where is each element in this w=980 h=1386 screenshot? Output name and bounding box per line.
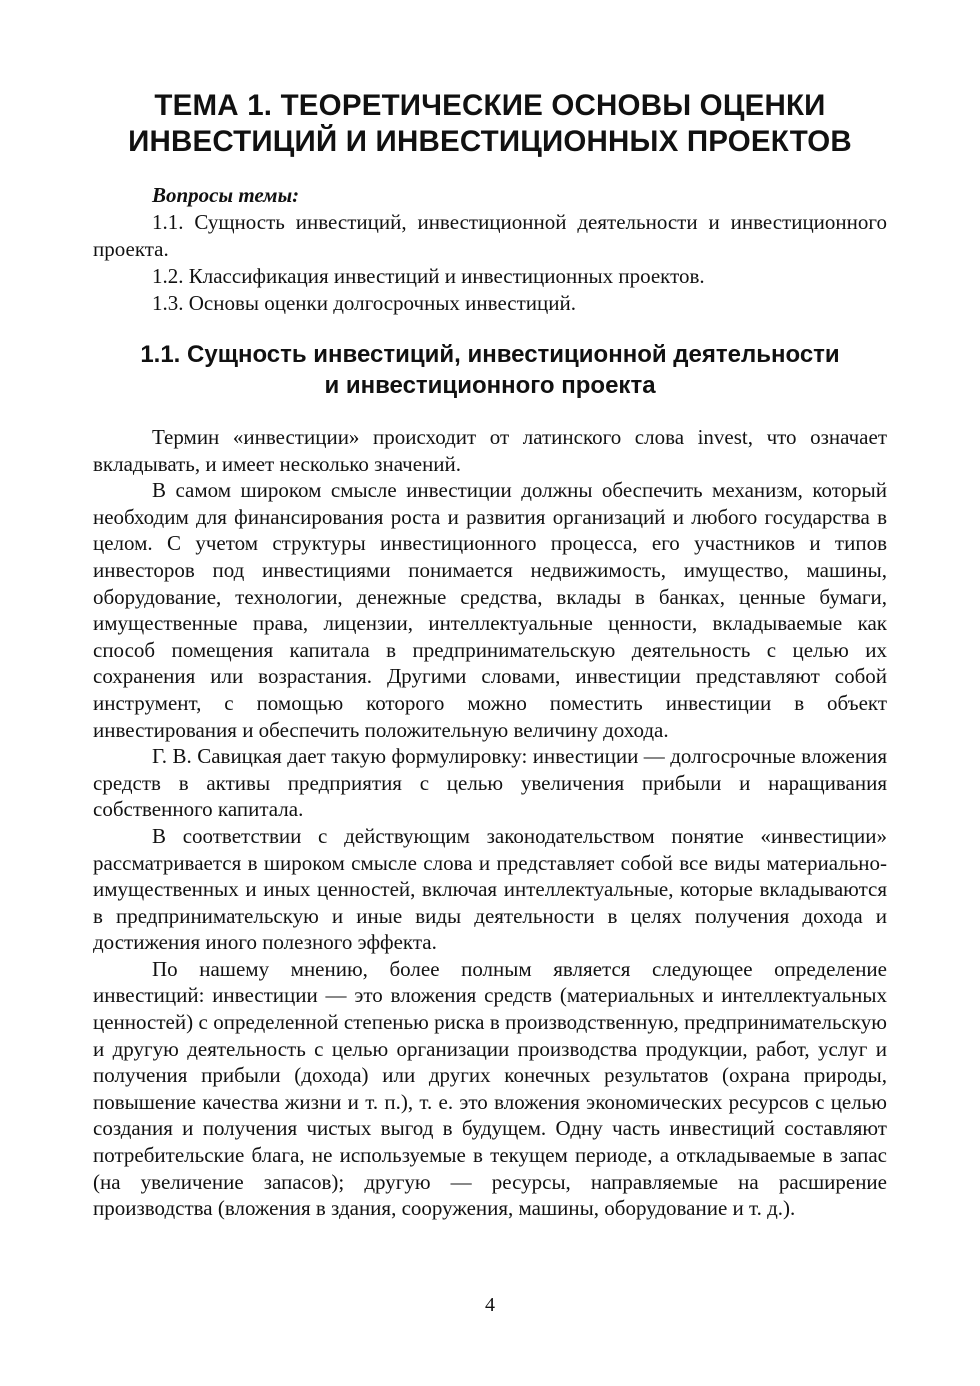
section-title-line-1: 1.1. Сущность инвестиций, инвестиционной деятельности: [140, 341, 840, 368]
document-page: [93, 88, 887, 1222]
chapter-title: [93, 88, 887, 160]
section-title: [93, 339, 887, 401]
topic-questions: [93, 182, 887, 317]
paragraph: В соответствии с действующим законодательством понятие «инвестиции» рассматривается в широком смысле слова и представляет собой все виды материально-имущественных и иных ценностей, включая интеллектуальные, которые вкладываются в предпринимательскую и иные виды деятельности в целях получения дохода и достижения иного полезного эффекта.: [93, 823, 887, 955]
questions-title: Вопросы темы:: [152, 183, 300, 207]
paragraph: Термин «инвестиции» происходит от латинского слова invest, что означает вкладывать, и имеет несколько значений.: [93, 425, 887, 476]
paragraph: Г. В. Савицкая дает такую формулировку: инвестиции — долгосрочные вложения средств в активы предприятия с целью увеличения прибыли и наращивания собственного капитала.: [93, 744, 887, 822]
body-text: [93, 424, 887, 1222]
question-item: 1.3. Основы оценки долгосрочных инвестиций.: [152, 291, 576, 315]
page-number: 4: [485, 1294, 495, 1316]
chapter-title-line-1: ТЕМА 1. ТЕОРЕТИЧЕСКИЕ ОСНОВЫ ОЦЕНКИ: [154, 89, 826, 122]
paragraph: В самом широком смысле инвестиции должны обеспечить механизм, который необходим для финансирования роста и развития организаций и любого государства в целом. С учетом структуры инвестиционного процесса, его участников и типов инвесторов под инвестициями понимается недвижимость, имущество, машины, оборудование, технологии, денежные средства, вклады в банках, ценные бумаги, имущественные права, лицензии, интеллектуальные ценности, вкладываемые как способ помещения капитала в предпринимательскую деятельность с целью их сохранения или возрастания. Другими словами, инвестиции представляют собой инструмент, с помощью которого можно поместить инвестиции в объект инвестирования и обеспечить положительную величину дохода.: [93, 478, 887, 742]
chapter-title-line-2: ИНВЕСТИЦИЙ И ИНВЕСТИЦИОННЫХ ПРОЕКТОВ: [128, 125, 852, 158]
paragraph: По нашему мнению, более полным является следующее определение инвестиций: инвестиции — это вложения средств (материальных и интеллектуальных ценностей) с определенной степенью риска в производственную, предпринимательскую и другую деятельность с целью организации производства продукции, работ, услуг и получения прибыли (дохода) или других конечных результатов (охрана природы, повышение качества жизни и т. п.), т. е. это вложения экономических ресурсов с целью создания и получения чистых выгод в будущем. Одну часть инвестиций составляют потребительские блага, не используемые в текущем периоде, а откладываемые в запас (на увеличение запасов); другую — ресурсы, направляемые на расширение производства (вложения в здания, сооружения, машины, оборудование и т. д.).: [93, 956, 887, 1221]
section-title-line-2: и инвестиционного проекта: [324, 372, 656, 399]
question-item: 1.2. Классификация инвестиций и инвестиционных проектов.: [152, 264, 705, 288]
question-item: 1.1. Сущность инвестиций, инвестиционной деятельности и инвестиционного проекта.: [93, 210, 887, 261]
